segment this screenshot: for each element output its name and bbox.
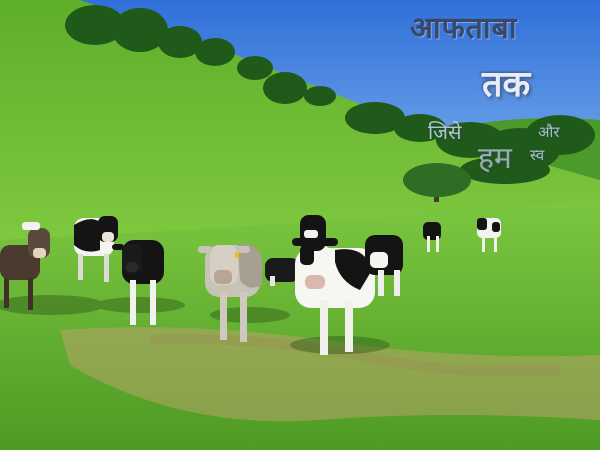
watermark-line-4: हम [478, 141, 512, 176]
watermark-line-2: तक [482, 64, 531, 105]
watermark-line-1: आफताबा [410, 11, 518, 46]
watermark-line-6: स्व [530, 146, 545, 164]
watermark-line-5: और [538, 123, 560, 141]
cow-black-head [300, 215, 326, 251]
watermark-line-3: जिसे [428, 120, 462, 144]
